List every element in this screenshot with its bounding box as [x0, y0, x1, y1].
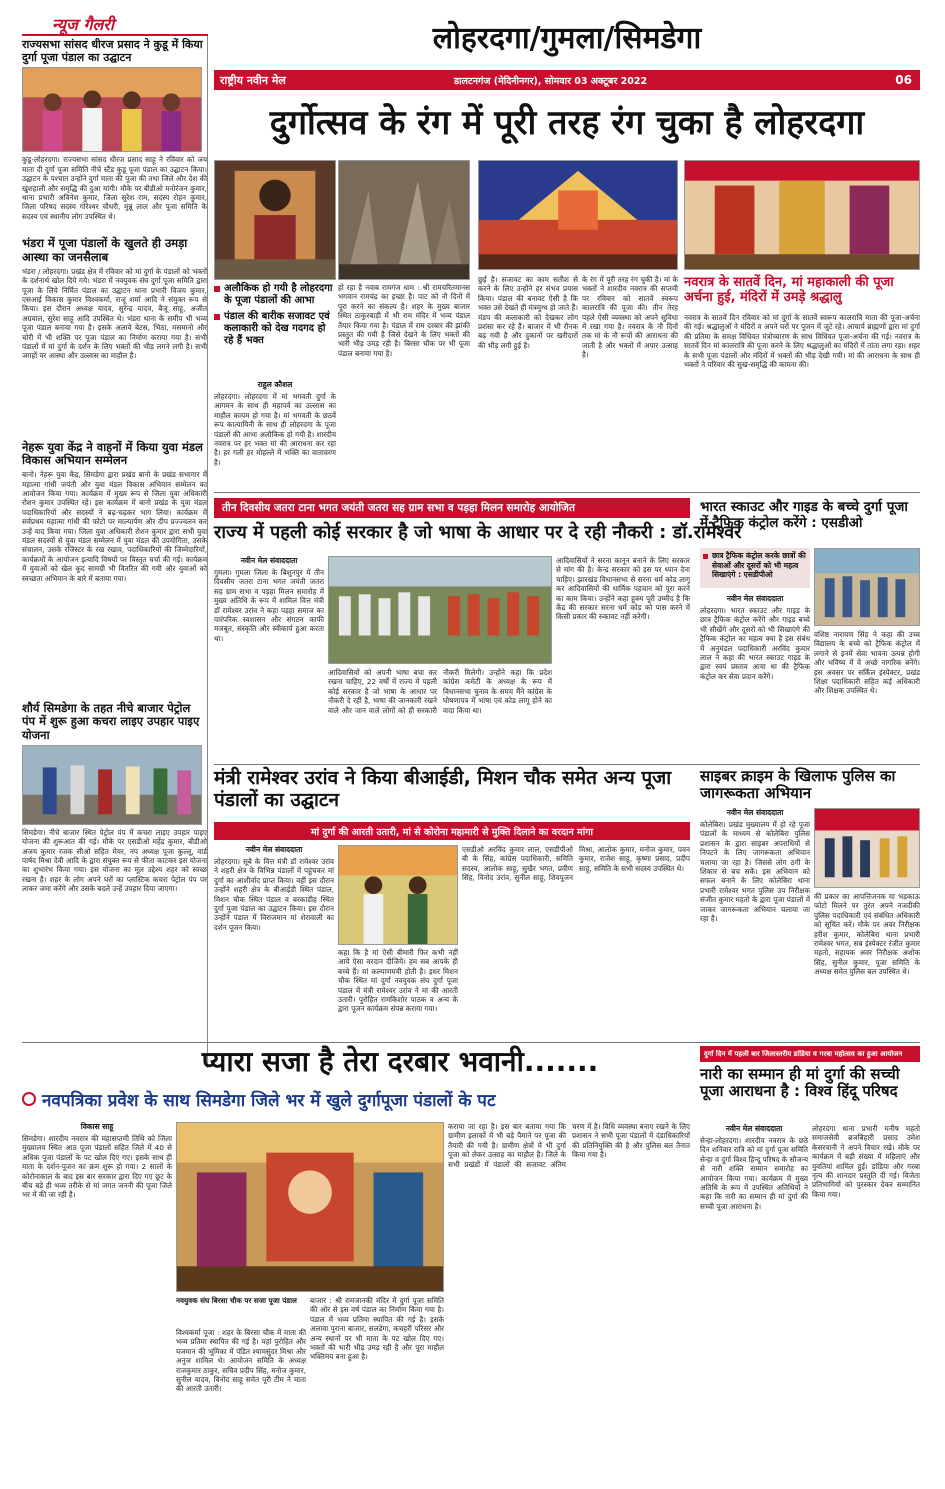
- janmotsav-col-1: गुमला। गुमला जिला के बिशुनपुर में तीन दिवसीय जतरा टाना भगत जयंती जतरा सह ग्राम सभा व पड़हा मिलन समारोह में मुख्य अतिथि के रूप में शामिल वित्त मंत्री डॉ रामेश्वर उरांव ने कहा पड़हा समाज का पारंपरिक स्वशासन और संगठन काफी मजबूत, संस्कृति और स्वीकार्य हुआ करता था।: [214, 568, 324, 643]
- dateline: डालटनगंज (मेदिनीनगर), सोमवार 03 अक्टूबर 2022: [454, 76, 648, 87]
- sidebar-story-1-headline: राज्यसभा सांसद धीरज प्रसाद ने कुडू में किया दुर्गा पूजा पंडाल का उद्घाटन: [22, 38, 203, 64]
- scout-col-2: वशिष्ठ नारायण सिंह ने कहा की उच्च विद्यालय के बच्चे को ट्रैफिक कंट्रोल में लगाने से इनमें सेवा भावना उत्पन्न होगी और भविष्य में वे अच्छे नागरिक बनेंगे। इस अवसर पर सर्किल इंस्पेक्टर, प्रखंड शिक्षा पदाधिकारी सहित कई अधिकारी और शिक्षक उपस्थित थे।: [814, 630, 920, 696]
- lead-byline: राहुल कौशल: [257, 380, 293, 389]
- section-title: लोहरदगा/गुमला/सिमडेगा: [432, 21, 702, 56]
- sidebar-story-1-photo: [22, 67, 202, 152]
- lead-highlight-box: [214, 283, 336, 363]
- minister-byline: नवीन मेल संवाददाता: [245, 845, 303, 854]
- scout-headline: भारत स्काउट और गाइड के बच्चे दुर्गा पूजा में ट्रैफिक कंट्रोल करेंगे : एसडीओ: [700, 499, 908, 531]
- masthead-bar: [214, 70, 920, 90]
- pyara-byline: विकास साहू: [80, 1122, 114, 1131]
- pyara-col-1: सिमडेगा। शारदीय नवरात्र की महासप्तमी तिथि को जिला मुख्यालय स्थित आठ पूजा पंडालों सहित जिले में 40 से अधिक पूजा पंडालों के पट खोल दिए गए। इसके साथ ही माता के दर्शन-पूजन का क्रम शुरू हो गया। 2 सालों के कोरोनाकाल के बाद इस बार सरकार द्वारा दिए गए छूट के बीच बड़े ही भव्य तरीके से मां जगत जननी की पूजा जिले भर में की जा रही है।: [22, 1134, 172, 1200]
- minister-col-1: लोहरदगा। सूबे के वित्त मंत्री डॉ रामेश्वर उरांव ने शहरी क्षेत्र के विभिन्न पंडालों में पहुंचकर मां दुर्गा का आशीर्वाद प्राप्त किया। वहीं इस दौरान उन्होंने शहरी क्षेत्र के बीआईडी स्थित पंडाल, मिशन चौक स्थित पंडाल व बरकाडीह स्थित दुर्गा पूजा पंडाल का उद्घाटन किया। इस दौरान उन्होंने पंडाल में विराजमान मां शेरावाली का दर्शन पूजन किया।: [214, 857, 334, 932]
- cyber-col-2: की प्रकार का आपत्तिजनक या भड़काऊ फोटो मिलने पर तुरंत अपने नजदीकी पुलिस पदाधिकारी एवं संबंधित अधिकारी को सूचित करें। मौके पर अवर निरीक्षक हरीश कुमार, कोलेबिरा थाना प्रभारी रामेश्वर भगत, सब इंस्पेक्टर रंजीत कुमार महतो, सहायक अवर निरीक्षक अशोक सिंह, सुनील कुमार, पूजा समिति के अध्यक्ष समेत पुलिस बल उपस्थित थे।: [814, 892, 920, 977]
- square-bullet-icon: [703, 554, 708, 559]
- minister-col-2: कहा कि है मां ऐसी बीमारी फिर कभी नहीं आये ऐसा वरदान दीजिये। हम सब आपके ही बच्चे हैं। मां कल्याणमयी होती है। इधर मिशन चौक स्थित मां दुर्गा नवयुवक संघ दुर्गा पूजा पंडाल में मंत्री रामेश्वर उरांव ने मां की आरती उतारी। पुरोहित रामकिशोर पाठक व अन्य के द्वारा पूजन कार्यक्रम संपन्न कराया गया।: [338, 948, 458, 1014]
- news-gallery-sidebar: [22, 13, 208, 1068]
- pyara-photo: [176, 1122, 444, 1292]
- sidebar-story-3-headline: नेहरू युवा केंद्र ने वाहनों में किया युवा मंडल विकास अभियान सम्मेलन: [22, 439, 203, 467]
- janmotsav-photo: [328, 556, 552, 664]
- janmotsav-col-3: आदिवासियों ने सरना कानून बनाने के लिए सरकार से मांग की है। केन्द्र सरकार को इस पर ध्यान देना चाहिए। झारखंड विधानसभा से सरना धर्म कोड लागू कर आदिवासियों की धार्मिक पहचान को पूरा करने का काम किया। उन्होंने कहा हुक्म पूरी उम्मीद है कि केंद्र की सरकार सरना धर्म कोड को पास करने में किसी प्रकार की रुकावट नहीं करेगी।: [556, 556, 690, 622]
- minister-photo: [338, 845, 458, 945]
- page-number: 06: [895, 73, 912, 87]
- divider: [214, 764, 920, 765]
- nari-bar: दुर्गा दिन में पहली बार जिलास्तरीय डांडिया व गरबा महोत्सव का हुआ आयोजन: [700, 1046, 920, 1062]
- pyara-photo-caption: नवयुवक संघ बिरसा चौक पर सजा पूजा पंडाल: [176, 1296, 297, 1305]
- sidebar-story-4-photo: [22, 745, 202, 825]
- square-bullet-icon: [214, 314, 220, 320]
- sidebar-story-4-headline: शौर्य सिमडेगा के तहत नीचे बाजार पेट्रोल पंप में शुरू हुआ कचरा लाइए उपहार पाइए योजना: [22, 701, 200, 742]
- minister-bar: मां दुर्गा की आरती उतारी, मां से कोरोना महामारी से मुक्ति दिलाने का वरदान मांगा: [214, 822, 690, 840]
- sidebar-story-1-body: कुडू-लोहरदगा। राज्यसभा सांसद धीरज प्रसाद साहू ने रविवार को जय माता दी दुर्गा पूजा समिति नीचे स्टैंड कुडू पूजा पंडाल का उद्घाटन किया। उद्घाटन के पश्चात उन्होंने दुर्गा माता की पूजा की तथा जिले और देश की खुशहाली और समृद्धि की दुआ मांगी। मौके पर बीडीओ मनोरंजन कुमार, थाना प्रभारी अविनेश कुमार, जिला सुरेश राम, सदस्य रोहन कुमार, जिला परिषद सदस्य गोरेश्वर चौधरी, मुन्नू लाल और पूजा समिति के सदस्य एवं स्थानीय लोग उपस्थित थे।: [22, 155, 207, 221]
- pyara-col-4: कराया जा रहा है। इस बार बताया गया कि ग्रामीण इलाकों में भी बड़े पैमाने पर पूजा की तैयारी की गयी है। ग्रामीण क्षेत्रों में भी दुर्गा पूजा को लेकर उत्साह का माहौल है। जिले के सभी प्रखंडों में पंडालों की सजावट अंतिम चरण में है। विधि व्यवस्था बनाए रखने के लिए प्रशासन ने सभी पूजा पंडालों में दंडाधिकारियों की प्रतिनियुक्ति की है और पुलिस बल तैनात किया गया है।: [448, 1122, 690, 1169]
- scout-photo: [814, 548, 920, 626]
- pyara-col-3: बाजार : श्री रामजानकी मंदिर में दुर्गा पूजा समिति की ओर से इस वर्ष पंडाल का निर्माण किया गया है। पंडाल में भव्य प्रतिमा स्थापित की गई है। इसके अलावा पुराना बाजार, सलडेगा, कचहरी परिसर और अन्य स्थानों पर भी माता के पट खोल दिए गए। भक्तों की भारी भीड़ उमड़ रही है और पूरा माहौल भक्तिमय बना हुआ है।: [310, 1296, 444, 1362]
- scout-byline: नवीन मेल संवाददाता: [726, 594, 784, 603]
- divider: [214, 492, 920, 493]
- lead-col-3: छुई है। सजावट का काम सतीश से करने के लिए उन्होंने हर संभव प्रयास किया। पंडाल की बनावट ऐसी है कि भक्त उसे देखते ही मंत्रमुग्ध हो जाते हैं। मंडप की कलाकारी को देखकर लोग प्रशंसा कर रहे हैं। बाजार में भी रौनक बढ़ गयी है और दुकानों पर खरीदारों की भीड़ लगी हुई है।: [478, 275, 578, 350]
- pyara-headline: प्यारा सजा है तेरा दरबार भवानी.......: [201, 1045, 599, 1078]
- nari-headline: नारी का सम्मान ही मां दुर्गा की सच्ची पूजा आराधना है : विश्व हिंदू परिषद: [700, 1065, 900, 1101]
- sidebar-story-4-body: सिमडेगा। नीचे बाजार स्थित पेट्रोल पंप में कचरा लाइए उपहार पाइए योजना की शुरूआत की गई। मौके पर एसडीओ महेंद्र कुमार, बीडीओ अजय कुमार रजक सीओ सहित मेयर, नप अध्यक्ष पूजा कुल्लू, वार्ड पार्षद मिश्रा देवी आदि के द्वारा संयुक्त रूप से फीता काटकर इस योजना का शुभारंभ किया गया। इस योजना का मूल उद्देश्य शहर को स्वच्छ रखना है। शहर के लोग अपने घरों का प्लास्टिक कचरा पेट्रोल पंप पर लाकर जमा करेंगे और उसके बदले उन्हें उपहार दिया जाएगा।: [22, 827, 207, 894]
- paper-name: राष्ट्रीय नवीन मेल: [220, 74, 286, 87]
- lead-highlight-2: पंडाल की बारीक सजावट एवं कलाकारी को देख गदगद हो रहे हैं भक्त: [214, 311, 336, 347]
- scout-highlight: छात्र ट्रैफिक कंट्रोल करके छात्रों की सेवाओं और दूसरों को भी महत्व सिखाएंगे : एसडीपीओ: [700, 548, 810, 588]
- navratri-headline: नवरात्र के सातवें दिन, मां महाकाली की पूजा अर्चना हुई, मंदिरों में उमड़े श्रद्धालु: [684, 275, 894, 305]
- square-bullet-icon: [214, 286, 220, 292]
- lead-photo-4: [684, 160, 920, 270]
- lead-photo-3: [478, 160, 678, 270]
- divider: [22, 1042, 920, 1043]
- pyara-subhead: नवपत्रिका प्रवेश के साथ सिमडेगा जिले भर में खुले दुर्गापूजा पंडालों के पट: [22, 1086, 690, 1112]
- lead-col-2: हो रहा है नवाब रामगंज धाम : श्री रामचरितमानस भगवान रामचंद्र का इच्छा है। पाट को नौ दिनों में पूरा करने का संकल्प है। शहर के मुख्य बाजार स्थित ठाकुरबाड़ी में भी राम मंदिर में भव्य पंडाल तैयार किया गया है। पंडाल में राम दरबार की झांकी प्रस्तुत की गयी है जिसे देखने के लिए भक्तों की भारी भीड़ उमड़ रही है। बिरसा चौक पर भी पूजा पंडाल बनाया गया है।: [338, 283, 470, 358]
- cyber-col-1: कोलेबिरा। प्रखंड मुख्यालय में हो रहे पूजा पंडालों के माध्यम से कोलेबिरा पुलिस प्रशासन के द्वारा साइबर अपराधियों से निपटने के लिए जागरूकता अभियान चलाया जा रहा है। जिससे लोग ठगी के शिकार से बच सकें। इस अभियान को सफल बनाने के लिए कोलेबिरा थाना प्रभारी रामेश्वर भगत पुलिस उप निरीक्षक संजीत कुमार महतो के द्वारा पूजा पंडालों में जाकर जागरूकता अभियान चलाया जा रहा है।: [700, 820, 810, 924]
- minister-headline: मंत्री रामेश्वर उरांव ने किया बीआईडी, मिशन चौक समेत अन्य पूजा पंडालों का उद्घाटन: [214, 767, 672, 811]
- sidebar-story-2-headline: भंडरा में पूजा पंडालों के खुलते ही उमड़ा आस्था का जनसैलाब: [22, 236, 188, 264]
- sidebar-story-2-body: भंडरा / लोहरदगा। प्रखंड क्षेत्र में रविवार को मां दुर्गा के पंडालों को भक्तों के दर्शनार्थ खोल दिये गये। भंडरा में नवयुवक संघ दुर्गा पूजा समिति द्वारा पूजा के लिये निर्मित पंडाल का उद्घाटन थाना प्रभारी विजय कुमार, एसआई विकास कुमार विश्वकर्मा, राजू शर्मा आदि ने संयुक्त रूप से किया। इस दौरान अध्यक्ष यादव, सुरेन्द्र यादव, बैजू साहू, अजीत अग्रवाल, सुरेश साहू आदि उपस्थित थे। भंडरा थाना के समीप भी भव्य पूजा पंडाल बनाया गया है। इसके अलावे बेटस, भिठा, मसमानो और चोरी में भी शक्ति पर पूजा पंडाल का निर्माण कराया गया है। सभी पंडालों में मां दुर्गा के दर्शन के लिए भक्तों की भीड़ लगने लगी है। सभी जगहों पर आस्था और उल्लास का माहौल है।: [22, 266, 207, 361]
- lead-photo-2: [338, 160, 470, 280]
- lead-headline: दुर्गोत्सव के रंग में पूरी तरह रंग चुका है लोहरदगा: [269, 103, 865, 143]
- janmotsav-byline: नवीन मेल संवाददाता: [240, 556, 298, 565]
- cyber-byline: नवीन मेल संवाददाता: [726, 808, 784, 817]
- scout-col-1: लोहरदगा। भारत स्काउट और गाइड के छात्र ट्रैफिक कंट्रोल करेंगे और गाइड बच्चे भी सीखेंगे और दूसरों को भी सिखाएंगे की ट्रैफिक कंट्रोल का महत्व क्या है इस संबंध में अनुमंडल पदाधिकारी अरविंद कुमार लाल ने कहा की भारत स्काउट गाइड के द्वारा स्वयं प्रस्ताव आया था की ट्रैफिक कंट्रोल कर सेवा प्रदान करेंगे।: [700, 606, 810, 681]
- circle-bullet-icon: [22, 1092, 36, 1106]
- nari-col-2: लोहरदगा थाना प्रभारी मनीष महतो समाजसेवी ब्रजबिहारी प्रसाद उमेश केसरवानी ने अपने विचार रखे। मौके पर कार्यक्रम में बड़ी संख्या में महिलाएं और युवतियां शामिल हुईं। डांडिया और गरबा नृत्य की शानदार प्रस्तुति दी गई। विजेता प्रतिभागियों को पुरस्कार देकर सम्मानित किया गया।: [812, 1124, 920, 1199]
- lead-col-4: के रंग में पूरी तरह रंग चुकी है। मां के भक्तों ने शारदीय नवरात्र की सप्तमी पर रविवार को सातवें स्वरूप कालरात्रि की पूजा की। तीन तेरह पहले ऐसी व्यवस्था को अपने सुविधा में रखा गया है। नवरात्र के नौ दिनों तक मां के नौ रूपों की आराधना की जाती है और भक्तों में अपार उत्साह है।: [582, 275, 678, 360]
- cyber-headline-visible: साइबर क्राइम के खिलाफ पुलिस का जागरूकता अभियान: [700, 767, 896, 803]
- navratri-body: नवरात्र के सातवें दिन रविवार को मां दुर्गा के सातवें स्वरूप कालरात्रि माता की पूजा-अर्चना की गई। श्रद्धालुओं ने मंदिरों व अपने घरों पर पूजन में जुटे रहे। आचार्य ब्राह्मणों द्वारा मां दुर्गा की प्रतिमा के समक्ष विधिवत मंत्रोच्चारण के साथ विधिवत पूजा-अर्चना की गई। नवरात्र के सातवें दिन मां कालरात्रि की पूजा करने के लिए श्रद्धालुओं का मंदिरों में तांता लगा रहा। शहर के सभी पूजा पंडालों और मंदिरों में भक्तों की भीड़ देखी गयी। मां की आराधना के साथ ही भक्तों ने परिवार की सुख-समृद्धि की कामना की।: [684, 313, 920, 370]
- news-gallery-title: न्यूज गैलरी: [22, 13, 208, 36]
- nari-byline: नवीन मेल संवाददाता: [725, 1124, 783, 1133]
- cyber-photo: [814, 808, 920, 888]
- lead-highlight-1: अलौकिक हो गयी है लोहरदगा के पूजा पंडालों की आभा: [214, 283, 336, 307]
- minister-col-3: एसडीओ अरविंद कुमार लाल, एसडीपीओ बी के सिंह, कांग्रेस पदाधिकारी, समिति सदस्य, आलोक साहू, सुखैर भगत, प्रवीण सिंह, विनोद उरांव, सुनील साहू, शिवपूजन मिश्रा, आलोक कुमार, मनोज कुमार, पवन कुमार, राजेश साहू, कृष्णा प्रसाद, प्रदीप साहू, समिति के सभी सदस्य उपस्थित थे।: [462, 845, 690, 883]
- pyara-col-2: विश्वकर्मा पूजा : शहर के बिरसा चौक में माता की भव्य प्रतिमा स्थापित की गई है। यहां पुरोहित और यजमान की भूमिका में पंडित श्यामसुंदर मिश्रा और अनुज शामिल थे। आयोजन समिति के अध्यक्ष राजकुमार ठाकुर, सचिव प्रदीप सिंह, मनोज कुमार, सुनील यादव, विनोद साहू समेत पूरी टीम ने माता की आरती उतारी।: [176, 1328, 306, 1394]
- sidebar-story-3-body: बानो। नेहरू युवा केंद्र, सिमडेगा द्वारा प्रखंड बानो के प्रखंड सभागार में महात्मा गांधी जयंती और युवा मंडल विकास अभियान सम्मेलन का आयोजन किया गया। कार्यक्रम में मुख्य रूप से जिला युवा अधिकारी रोशन कुमार उपस्थित रहे। इस कार्यक्रम में बानो प्रखंड के युवा मंडल पदाधिकारियों और सदस्यों ने बढ़-चढ़कर भाग लिया। कार्यक्रम में सर्वप्रथम महात्मा गांधी की फोटो पर माल्यार्पण और दीप प्रज्ज्वलन कर उन्हें याद किया गया। जिला युवा अधिकारी रोशन कुमार द्वारा सभी युवा मंडल सदस्यों से युवा मंडल सम्मेलन में युवा मंडल की उपयोगिता, उसके संचालन, उसके रजिस्टर के रख रखाव, पदाधिकारियों की जिम्मेदारियों, कार्यक्रमों के आयोजन इत्यादि विषयों पर विस्तृत चर्चा की गई। कार्यक्रम में युवाओं को खेल कूद सामग्री भी वितरित की गयी और युवाओं को स्वच्छता अभियान के बारे में बताया गया।: [22, 470, 207, 583]
- lead-col-1: लोहरदगा। लोहरदगा में मां भगवती दुर्गा के आगमन के साथ ही महापर्व का उल्लास का माहौल कायम हो गया है। मां भगवती के छठवें रूप कात्यायिनी के साथ ही लोहरदगा के पूजा पंडालों की आभा अलौकिक हो गयी है। शारदीय नवरात्र पर हर भक्त मां की आराधना कर रहा है। हर गली हर मोहल्ले में भक्ति का वातावरण है।: [214, 392, 336, 467]
- lead-photo-1: [214, 160, 336, 280]
- janmotsav-headline: राज्य में पहली कोई सरकार है जो भाषा के आधार पर दे रही नौकरी : डॉ.रामेश्वर: [214, 522, 742, 543]
- nari-col-1: सेन्हा-लोहरदगा। शारदीय नवरात्र के छठे दिन शनिवार रात्रि को मां दुर्गा पूजा समिति सेन्हा व दुर्गा विश्व हिन्दू परिषद के सौजन्य से नारी शक्ति सम्मान समारोह का आयोजन किया गया। कार्यक्रम में मुख्य अतिथि के रूप में उपस्थित अतिथियों ने कहा कि नारी का सम्मान ही मां दुर्गा की सच्ची पूजा आराधना है।: [700, 1136, 808, 1211]
- janmotsav-bar: तीन दिवसीय जतरा टाना भगत जयंती जतरा सह ग्राम सभा व पड़हा मिलन समारोह आयोजित: [214, 498, 690, 518]
- janmotsav-col-2: आदिवासियों को अपनी भाषा बचा कर रखना चाहिए, 22 वर्षों में राज्य में पहली कोई सरकार है जो भाषा के आधार पर नौकरी दे रही है, भाषा की जानकारी रखने वाले और जान वाले लोगों को ही सरकारी नौकरी मिलेगी। उन्होंने कहा कि प्रदेश कांग्रेस कमेटी के अध्यक्ष के रूप में विधानसभा चुनाव के समय मैंने कांग्रेस के घोषणापत्र में भाषा एवं कोड लागू होने का वादा किया था।: [328, 668, 552, 715]
